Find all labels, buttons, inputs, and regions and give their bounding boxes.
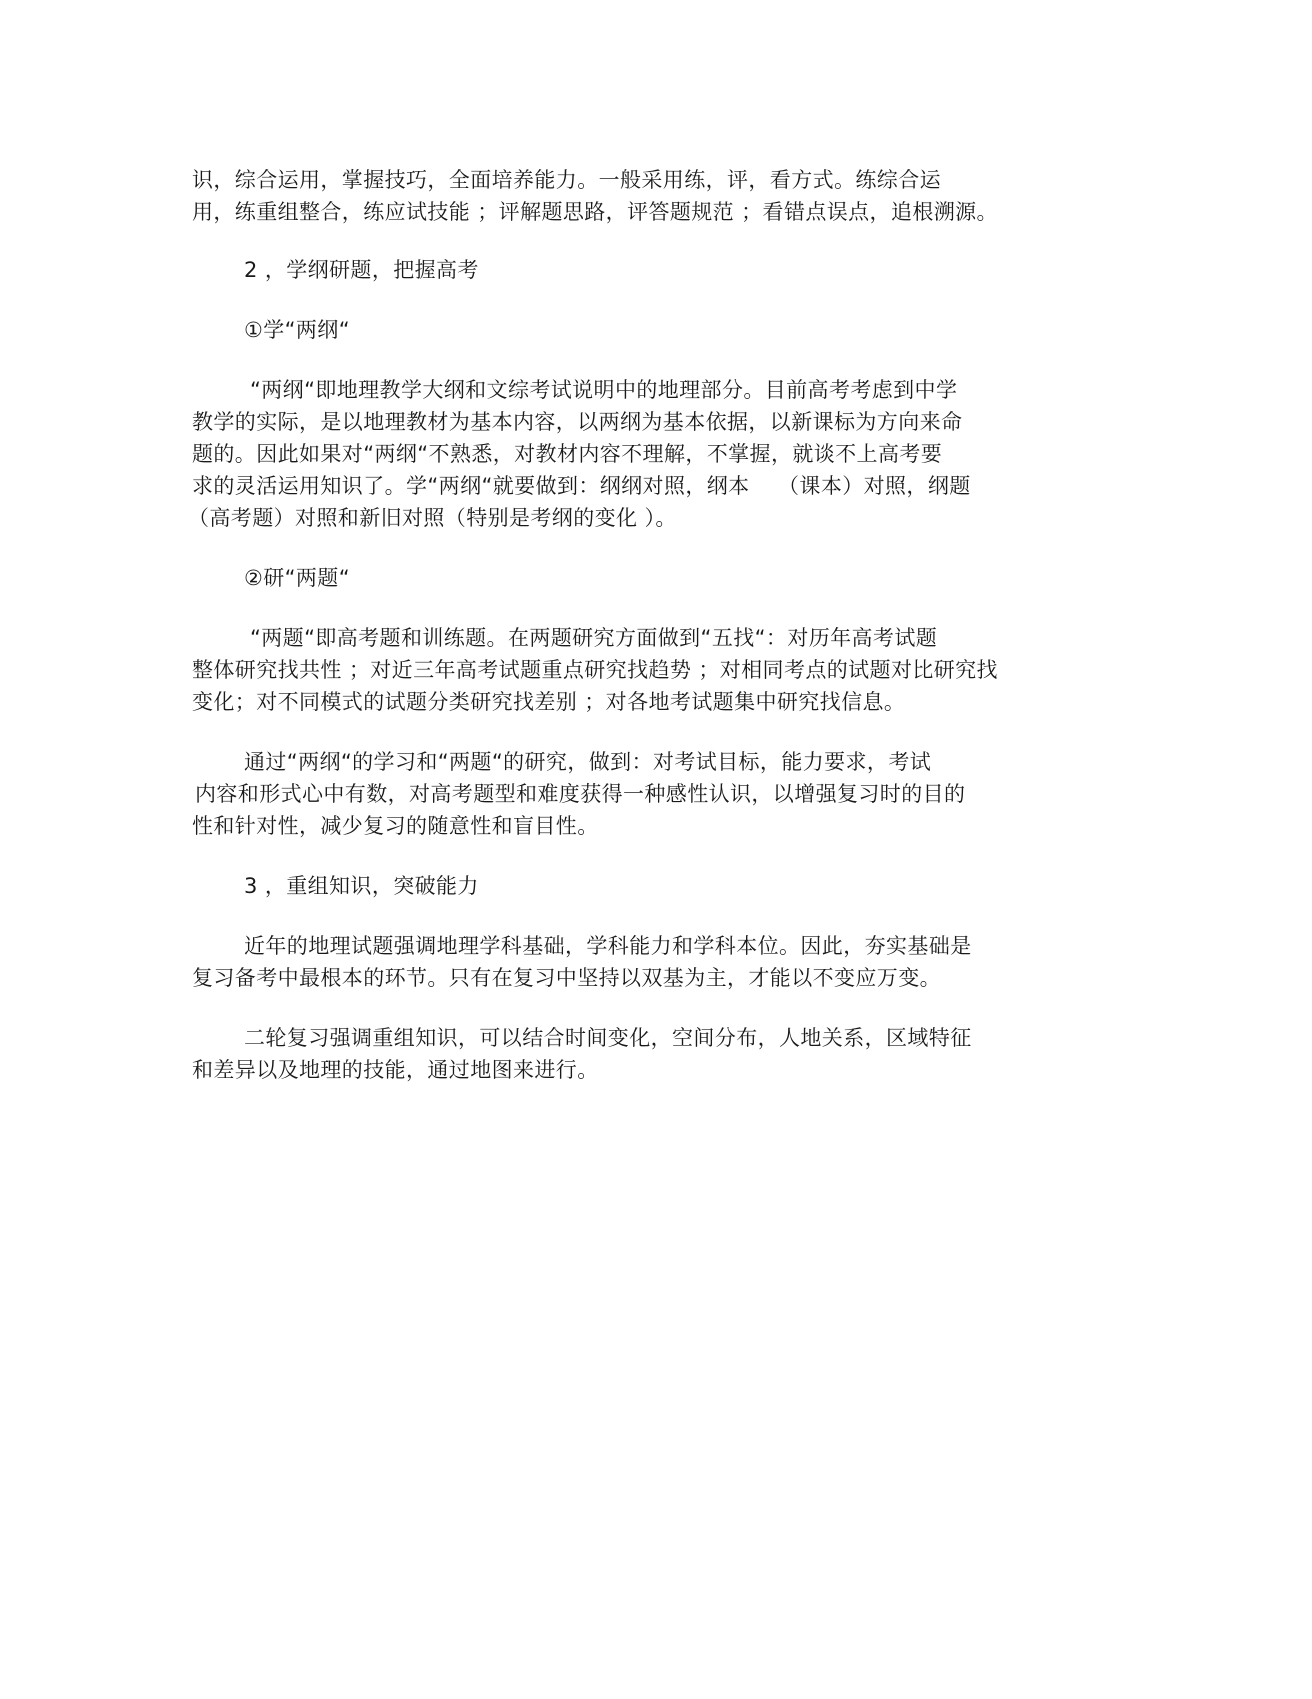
paragraph-5-line-1: 近年的地理试题强调地理学科基础，学科能力和学科本位。因此，夯实基础是 xyxy=(244,934,972,958)
subsection-heading-study-questions: ②研“两题“ xyxy=(244,566,350,590)
paragraph-4-line-2: 内容和形式心中有数，对高考题型和难度获得一种感性认识，以增强复习时的目的 xyxy=(195,782,966,806)
subsection-heading-study-outlines: ①学“两纲“ xyxy=(244,318,350,342)
paragraph-2-line-1: “两纲“即地理教学大纲和文综考试说明中的地理部分。目前高考考虑到中学 xyxy=(250,378,958,402)
paragraph-5-line-2: 复习备考中最根本的环节。只有在复习中坚持以双基为主，才能以不变应万变。 xyxy=(192,966,941,990)
paragraph-2-line-4: 求的灵活运用知识了。学“两纲“就要做到：纲纲对照，纲本 （课本）对照，纲题 xyxy=(192,474,971,498)
section-heading-2: 2 ，学纲研题，把握高考 xyxy=(244,258,479,282)
paragraph-1-line-1: 识，综合运用，掌握技巧，全面培养能力。一般采用练，评，看方式。练综合运 xyxy=(192,168,941,192)
section-heading-3: 3 ，重组知识，突破能力 xyxy=(244,874,479,898)
paragraph-2-line-2: 教学的实际，是以地理教材为基本内容，以两纲为基本依据，以新课标为方向来命 xyxy=(192,410,963,434)
paragraph-3-line-1: “两题“即高考题和训练题。在两题研究方面做到“五找“：对历年高考试题 xyxy=(250,626,938,650)
paragraph-3-line-3: 变化；对不同模式的试题分类研究找差别 ；对各地考试题集中研究找信息。 xyxy=(192,690,906,714)
paragraph-6-line-2: 和差异以及地理的技能，通过地图来进行。 xyxy=(192,1058,599,1082)
paragraph-4-line-1: 通过“两纲“的学习和“两题“的研究，做到：对考试目标，能力要求，考试 xyxy=(244,750,932,774)
paragraph-1-line-2: 用，练重组整合，练应试技能 ；评解题思路，评答题规范 ；看错点误点，追根溯源。 xyxy=(192,200,998,224)
paragraph-3-line-2: 整体研究找共性 ；对近三年高考试题重点研究找趋势 ；对相同考点的试题对比研究找 xyxy=(192,658,998,682)
paragraph-2-line-5: （高考题）对照和新旧对照（特别是考纲的变化 ）。 xyxy=(188,506,677,530)
paragraph-4-line-3: 性和针对性，减少复习的随意性和盲目性。 xyxy=(192,814,599,838)
paragraph-2-line-3: 题的。因此如果对“两纲“不熟悉，对教材内容不理解，不掌握，就谈不上高考要 xyxy=(192,442,943,466)
paragraph-6-line-1: 二轮复习强调重组知识，可以结合时间变化，空间分布，人地关系，区域特征 xyxy=(244,1026,972,1050)
